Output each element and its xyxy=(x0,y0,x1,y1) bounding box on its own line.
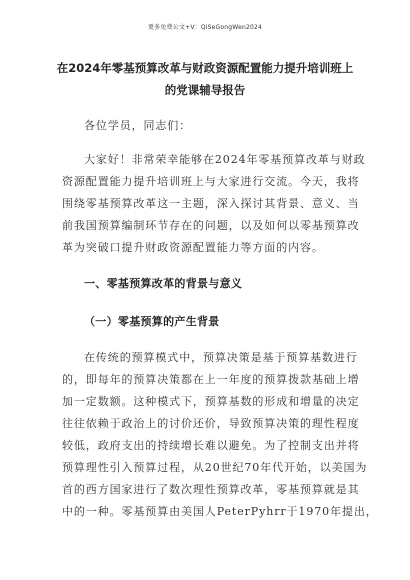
section-heading-2: （一）零基预算的产生背景 xyxy=(84,315,220,328)
paragraph-2-line: 往往依赖于政治上的讨价还价，导致预算决策的理性程度 xyxy=(62,417,360,430)
document-title-line-1: 在2024年零基预算改革与财政资源配置能力提升培训班上 xyxy=(56,61,354,75)
paragraph-1-line: 前我国预算编制环节存在的问题，以及如何以零基预算改 xyxy=(62,219,360,232)
paragraph-1-line: 围绕零基预算改革这一主题，深入探讨其背景、意义、当 xyxy=(62,197,360,210)
paragraph-2-line: 较低，政府支出的持续增长难以避免。为了控制支出并将 xyxy=(62,439,360,452)
paragraph-1-line: 革为突破口提升财政资源配置能力等方面的内容。 xyxy=(62,241,324,254)
greeting: 各位学员，同志们： xyxy=(84,119,192,132)
paragraph-2-line: 中的一种。零基预算由美国人PeterPyhrr于1970年提出， xyxy=(62,505,378,518)
header-note: 更多免费公文+V：QiSeGongWen2024 xyxy=(147,24,263,31)
paragraph-2-line: 预算理性引入预算过程，从20世纪70年代开始，以美国为 xyxy=(62,461,368,474)
section-heading-1: 一、零基预算改革的背景与意义 xyxy=(84,277,243,290)
paragraph-2-line: 首的西方国家进行了数次理性预算改革，零基预算就是其 xyxy=(62,483,360,496)
paragraph-1-line: 资源配置能力提升培训班上与大家进行交流。今天，我将 xyxy=(62,175,360,188)
paragraph-2-line: 的，即每年的预算决策都在上一年度的预算拨款基础上增 xyxy=(62,373,360,386)
paragraph-2-line: 在传统的预算模式中，预算决策是基于预算基数进行 xyxy=(84,351,358,364)
paragraph-1-line: 大家好！非常荣幸能够在2024年零基预算改革与财政 xyxy=(84,153,366,166)
paragraph-2-line: 加一定数额。这种模式下，预算基数的形成和增量的决定 xyxy=(62,395,360,408)
document-title-line-2: 的党课辅导报告 xyxy=(164,83,246,97)
